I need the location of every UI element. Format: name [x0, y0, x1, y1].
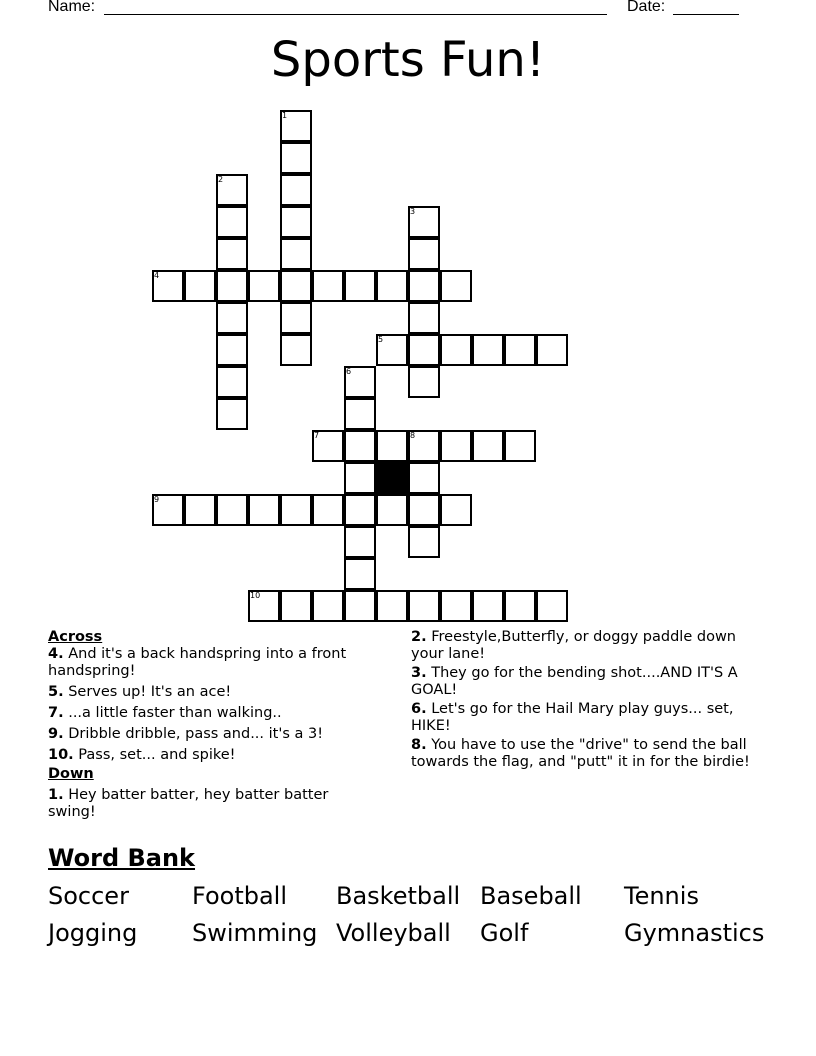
grid-cell[interactable] [472, 430, 504, 462]
clue-down-1 [48, 787, 378, 821]
clue-number: 6. [411, 701, 427, 717]
clue-down-2 [411, 629, 756, 663]
grid-cell[interactable] [440, 590, 472, 622]
grid-cell[interactable] [312, 494, 344, 526]
grid-cell[interactable] [344, 494, 376, 526]
grid-cell[interactable] [504, 334, 536, 366]
grid-cell[interactable] [312, 590, 344, 622]
cell-number: 3 [410, 207, 416, 216]
grid-cell[interactable] [216, 398, 248, 430]
clue-number: 10. [48, 747, 74, 763]
grid-cell[interactable] [536, 590, 568, 622]
grid-cell[interactable] [248, 494, 280, 526]
grid-cell[interactable] [408, 526, 440, 558]
grid-cell[interactable] [280, 238, 312, 270]
word-bank-item: Swimming [192, 919, 318, 947]
grid-cell[interactable] [216, 334, 248, 366]
clue-number: 1. [48, 787, 64, 803]
word-bank-title: Word Bank [48, 844, 196, 872]
clue-down-8 [411, 737, 756, 771]
clue-text: Let's go for the Hail Mary play guys... set, HIKE! [411, 701, 734, 734]
grid-cell[interactable] [472, 334, 504, 366]
cell-number: 5 [378, 335, 384, 344]
grid-cell[interactable] [216, 302, 248, 334]
grid-cell[interactable] [280, 142, 312, 174]
grid-cell[interactable] [440, 270, 472, 302]
grid-cell[interactable] [216, 366, 248, 398]
clue-number: 7. [48, 705, 64, 721]
grid-cell[interactable] [440, 494, 472, 526]
word-bank-item: Golf [480, 919, 529, 947]
word-bank-item: Gymnastics [624, 919, 765, 947]
clues-left-column [48, 629, 378, 821]
cell-number: 2 [218, 175, 224, 184]
grid-cell[interactable] [536, 334, 568, 366]
cell-number: 1 [282, 111, 288, 120]
grid-cell[interactable] [408, 366, 440, 398]
grid-cell[interactable] [216, 238, 248, 270]
grid-cell[interactable] [216, 206, 248, 238]
clue-number: 3. [411, 665, 427, 681]
clue-text: Pass, set... and spike! [78, 747, 236, 763]
cell-number: 4 [154, 271, 160, 280]
grid-cell[interactable] [312, 270, 344, 302]
clue-text: They go for the bending shot....AND IT'S A GOAL! [411, 665, 738, 698]
grid-cell[interactable] [376, 430, 408, 462]
clue-text: Serves up! It's an ace! [68, 684, 232, 700]
grid-cell[interactable] [280, 334, 312, 366]
clue-text: You have to use the "drive" to send the ball towards the flag, and "putt" it in for the birdie! [411, 737, 750, 770]
page-title: Sports Fun! [270, 32, 546, 88]
cell-number: 9 [154, 495, 160, 504]
grid-cell[interactable] [408, 302, 440, 334]
clue-text: And it's a back handspring into a front handspring! [48, 646, 347, 679]
grid-cell[interactable] [184, 270, 216, 302]
grid-cell[interactable] [280, 494, 312, 526]
grid-cell[interactable] [344, 590, 376, 622]
grid-cell[interactable] [216, 270, 248, 302]
clue-number: 4. [48, 646, 64, 662]
clues-right-column [411, 629, 756, 771]
grid-cell[interactable] [344, 462, 376, 494]
clue-text: ...a little faster than walking.. [68, 705, 282, 721]
cell-number: 8 [410, 431, 416, 440]
word-bank-item: Tennis [624, 882, 699, 910]
clue-text: Hey batter batter, hey batter batter swing! [48, 787, 329, 820]
clue-across-5 [48, 684, 378, 701]
clue-number: 5. [48, 684, 64, 700]
clue-number: 8. [411, 737, 427, 753]
cell-number: 6 [346, 367, 352, 376]
clue-across-9 [48, 726, 378, 743]
grid-cell[interactable] [408, 590, 440, 622]
grid-cell[interactable] [248, 270, 280, 302]
word-bank-item: Baseball [480, 882, 582, 910]
grid-cell[interactable] [280, 206, 312, 238]
grid-cell[interactable] [280, 590, 312, 622]
word-bank-item: Soccer [48, 882, 129, 910]
across-heading: Across [48, 629, 103, 645]
grid-cell[interactable] [344, 270, 376, 302]
grid-cell[interactable] [376, 494, 408, 526]
clue-across-10 [48, 747, 378, 764]
clue-text: Freestyle,Butterfly, or doggy paddle down your lane! [411, 629, 736, 662]
grid-cell[interactable] [280, 270, 312, 302]
clue-across-4 [48, 646, 378, 680]
grid-cell[interactable] [504, 590, 536, 622]
grid-cell[interactable] [376, 590, 408, 622]
grid-cell[interactable] [280, 302, 312, 334]
black-cell [376, 462, 408, 494]
clue-down-6 [411, 701, 756, 735]
grid-cell[interactable] [216, 494, 248, 526]
grid-cell[interactable] [440, 430, 472, 462]
date-label: Date: [627, 0, 666, 15]
clue-text: Dribble dribble, pass and... it's a 3! [68, 726, 324, 742]
grid-cell[interactable] [280, 174, 312, 206]
clue-across-7 [48, 705, 378, 722]
clue-number: 2. [411, 629, 427, 645]
grid-cell[interactable] [376, 270, 408, 302]
word-bank-item: Jogging [48, 919, 138, 947]
clue-number: 9. [48, 726, 64, 742]
cell-number: 7 [314, 431, 320, 440]
clue-down-3 [411, 665, 756, 699]
grid-cell[interactable] [440, 334, 472, 366]
word-bank-item: Football [192, 882, 288, 910]
grid-cell[interactable] [408, 494, 440, 526]
grid-cell[interactable] [344, 526, 376, 558]
grid-cell[interactable] [344, 398, 376, 430]
grid-cell[interactable] [472, 590, 504, 622]
down-heading: Down [48, 766, 94, 782]
grid-cell[interactable] [184, 494, 216, 526]
grid-cell[interactable] [408, 270, 440, 302]
name-label: Name: [48, 0, 96, 15]
cell-number: 10 [250, 591, 261, 600]
grid-cell[interactable] [408, 462, 440, 494]
grid-cell[interactable] [408, 334, 440, 366]
grid-cell[interactable] [344, 558, 376, 590]
grid-cell[interactable] [504, 430, 536, 462]
word-bank-item: Volleyball [336, 919, 451, 947]
grid-cell[interactable] [408, 238, 440, 270]
word-bank-item: Basketball [336, 882, 461, 910]
grid-cell[interactable] [344, 430, 376, 462]
